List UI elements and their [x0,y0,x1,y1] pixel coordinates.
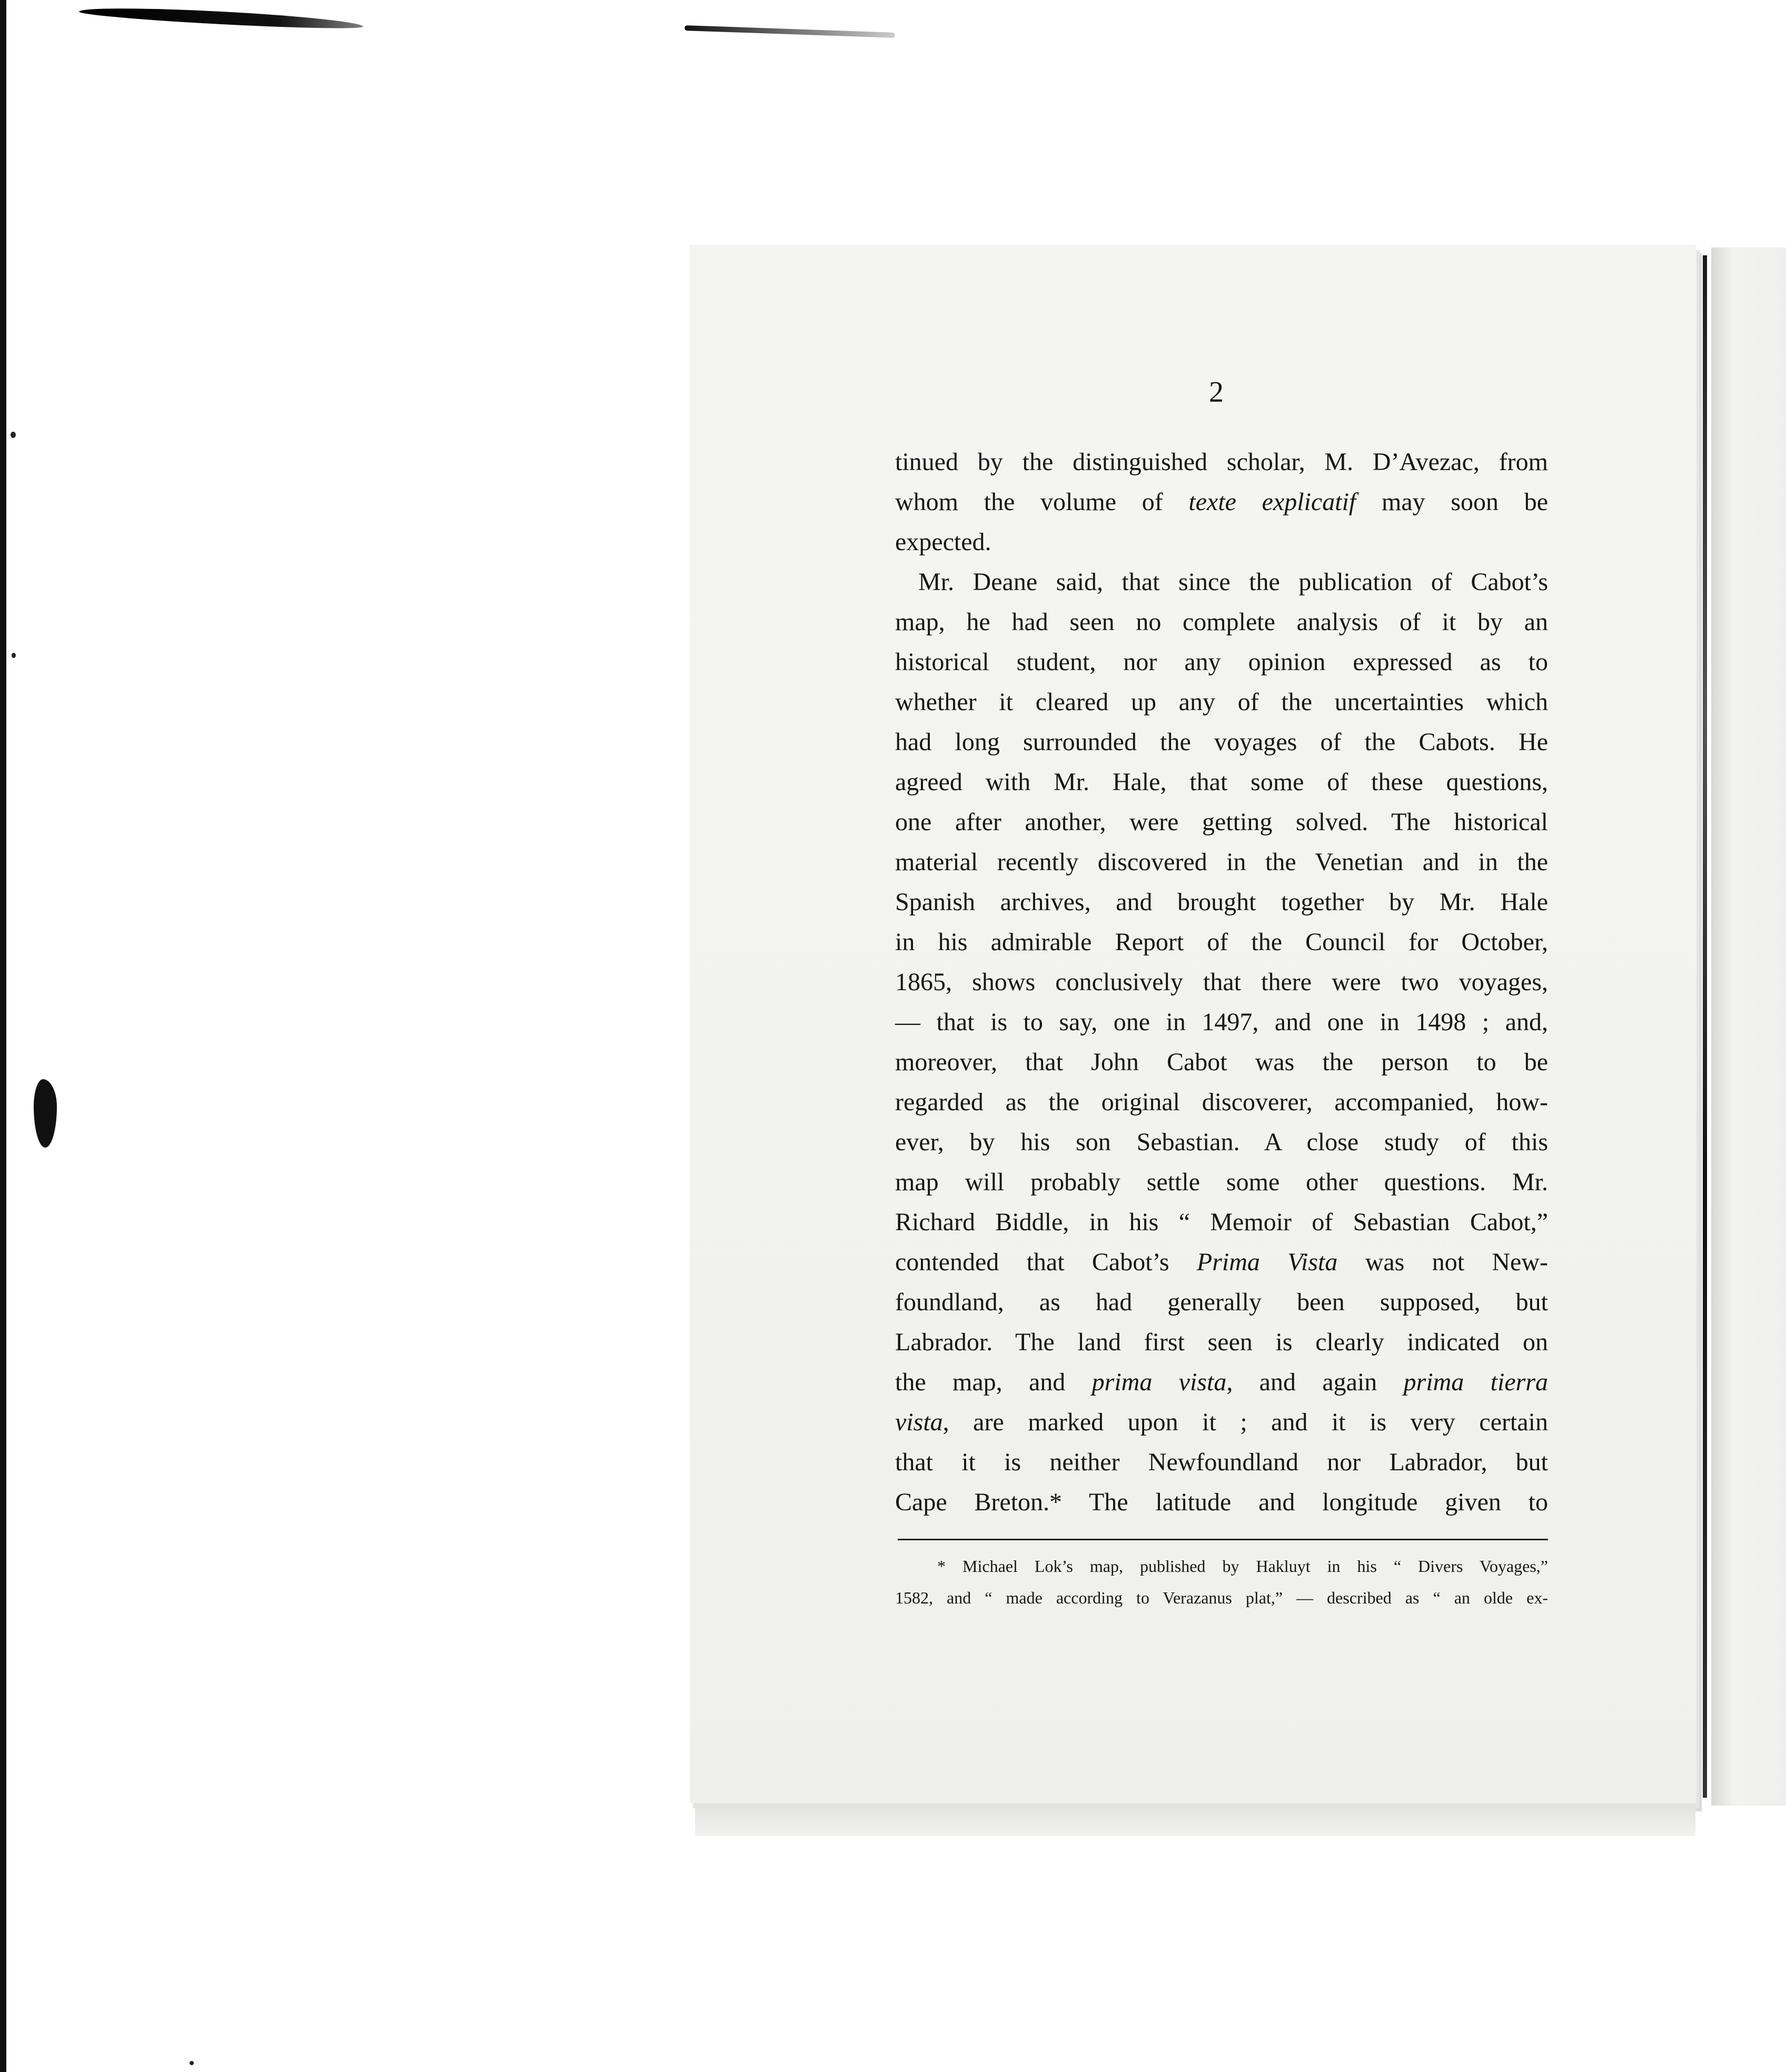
scan-artifact-left-blot [34,1079,57,1148]
text-line: 1865, shows conclusively that there were two voyages, [895,968,1548,996]
text-line: historical student, nor any opinion expressed as to [895,648,1548,676]
text-line: vista, are marked upon it ; and it is very certain [895,1408,1548,1436]
text-line: Spanish archives, and brought together by Mr. Hale [895,888,1548,916]
text-line: regarded as the original discoverer, accompanied, how- [895,1088,1548,1116]
text-line: that it is neither Newfoundland nor Labrador, but [895,1448,1548,1476]
text-line: one after another, were getting solved. The historical [895,808,1548,836]
text-line: contended that Cabot’s Prima Vista was not New- [895,1248,1548,1276]
text-line: Richard Biddle, in his “ Memoir of Sebastian Cabot,” [895,1208,1548,1236]
text-line: tinued by the distinguished scholar, M. D’Avezac, from [895,448,1548,476]
footnote-rule [898,1539,1548,1540]
scan-artifact-top-tail [684,25,895,38]
text-line: had long surrounded the voyages of the Cabots. He [895,728,1548,756]
text-line: map, he had seen no complete analysis of it by an [895,608,1548,636]
text-line: material recently discovered in the Venetian and in the [895,848,1548,876]
page-bottom-shadow [695,1805,1695,1836]
text-line: expected. [895,528,991,556]
footnote-line: * Michael Lok’s map, published by Hakluyt in his “ Divers Voyages,” [937,1557,1548,1576]
scan-speck [190,2061,194,2065]
page-number: 2 [1209,376,1224,409]
footnote-line: 1582, and “ made according to Verazanus plat,” — described as “ an olde ex- [895,1588,1548,1607]
text-line: map will probably settle some other questions. Mr. [895,1168,1548,1196]
text-line: agreed with Mr. Hale, that some of these questions, [895,768,1548,796]
scan-left-edge [0,0,6,2072]
facing-page-sliver [1711,247,1786,1806]
text-line: in his admirable Report of the Council for October, [895,928,1548,956]
text-line: foundland, as had generally been supposed, but [895,1288,1548,1316]
text-line: Cape Breton.* The latitude and longitude given to [895,1488,1548,1516]
text-line: whether it cleared up any of the uncertainties which [895,688,1548,716]
footnotes [895,1550,1548,1613]
text-line: the map, and prima vista, and again prima tierra [895,1368,1549,1396]
text-line: ever, by his son Sebastian. A close study of this [895,1128,1548,1156]
scan-speck [11,432,16,438]
text-line: moreover, that John Cabot was the person to be [895,1048,1548,1076]
text-line: — that is to say, one in 1497, and one in 1498 ; and, [895,1008,1548,1036]
scan-artifact-top [79,4,364,32]
body-text [895,442,1548,1522]
scan-speck [12,653,16,658]
text-line: Labrador. The land first seen is clearly indicated on [895,1328,1548,1356]
text-line: Mr. Deane said, that since the publication of Cabot’s [918,568,1548,596]
text-line: whom the volume of texte explicatif may soon be [895,488,1548,516]
